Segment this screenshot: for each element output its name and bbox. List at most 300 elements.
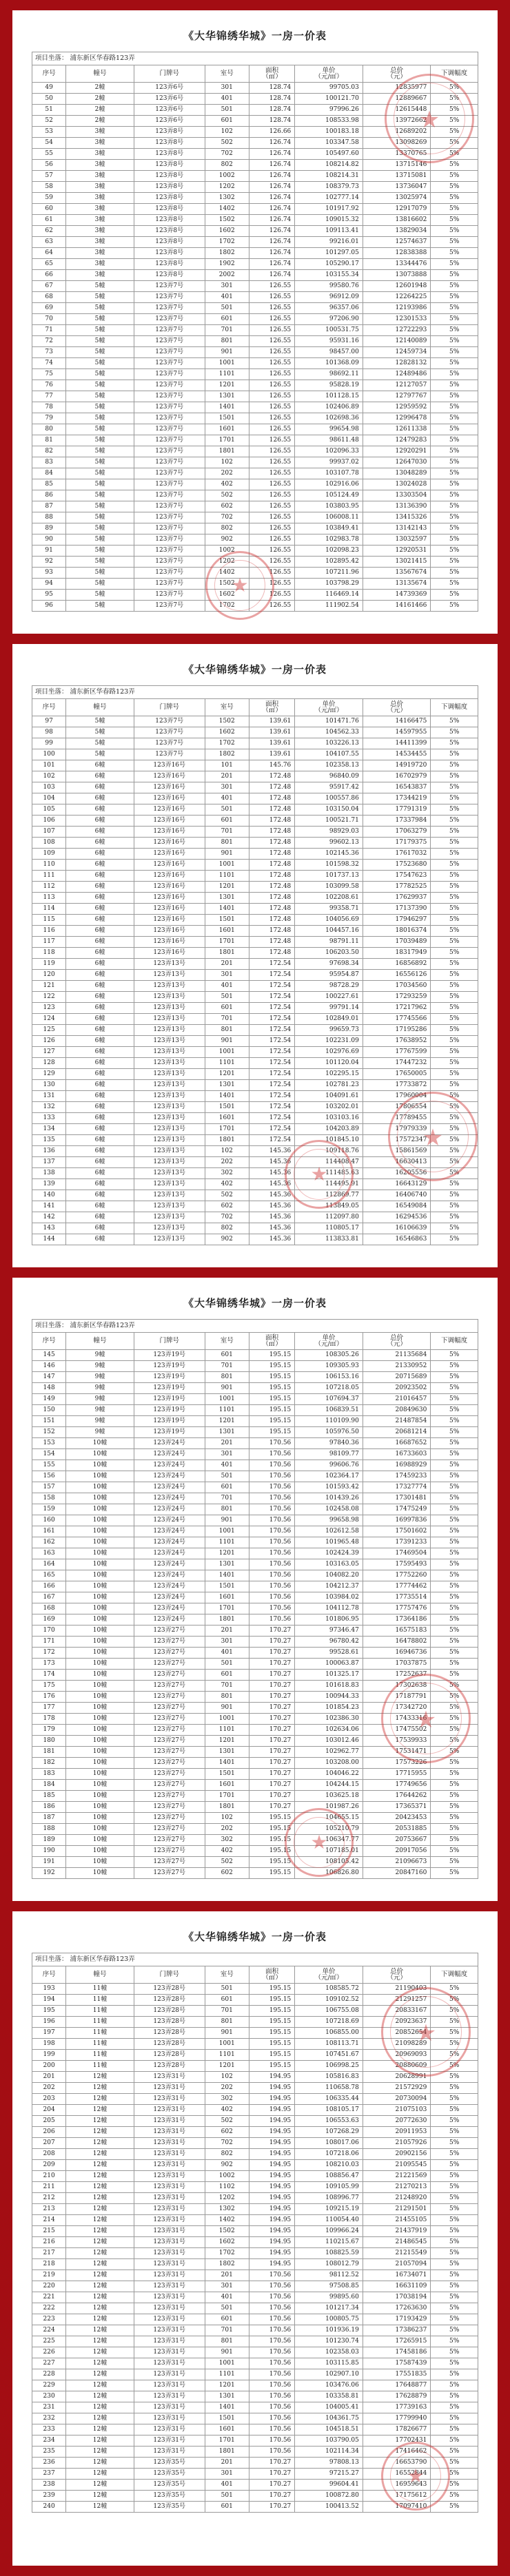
table-cell: 3幢 bbox=[66, 259, 134, 270]
table-cell: 195.15 bbox=[249, 2061, 294, 2072]
table-cell: 17531471 bbox=[363, 1747, 431, 1758]
table-cell: 88 bbox=[32, 512, 66, 523]
table-cell: 119 bbox=[32, 959, 66, 970]
table-cell: 172.48 bbox=[249, 849, 294, 860]
table-cell: 901 bbox=[205, 1036, 249, 1047]
table-cell: 126.74 bbox=[249, 149, 294, 160]
table-cell: 5% bbox=[431, 94, 478, 105]
table-cell: 1401 bbox=[205, 1570, 249, 1581]
table-cell: 5% bbox=[431, 926, 478, 937]
table-cell: 12幢 bbox=[66, 2226, 134, 2237]
table-cell: 159 bbox=[32, 1504, 66, 1515]
table-cell: 91 bbox=[32, 546, 66, 557]
table-cell: 1201 bbox=[205, 882, 249, 893]
table-cell: 101737.13 bbox=[295, 871, 363, 882]
table-cell: 123弄31号 bbox=[134, 2215, 205, 2226]
table-cell: 123弄31号 bbox=[134, 2248, 205, 2259]
table-row bbox=[32, 557, 478, 568]
table-cell: 227 bbox=[32, 2358, 66, 2369]
table-cell: 5% bbox=[431, 402, 478, 413]
table-cell: 5% bbox=[431, 1984, 478, 1995]
table-cell: 90 bbox=[32, 534, 66, 546]
table-cell: 601 bbox=[205, 1482, 249, 1493]
table-cell: 107 bbox=[32, 827, 66, 838]
table-cell: 802 bbox=[205, 160, 249, 171]
table-cell: 102406.89 bbox=[295, 402, 363, 413]
table-cell: 301 bbox=[205, 782, 249, 793]
table-cell: 302 bbox=[205, 1168, 249, 1179]
table-cell: 10幢 bbox=[66, 1659, 134, 1670]
table-cell: 108113.71 bbox=[295, 2039, 363, 2050]
table-cell: 5% bbox=[431, 1703, 478, 1714]
table-cell: 170.27 bbox=[249, 1769, 294, 1780]
table-cell: 170.56 bbox=[249, 2391, 294, 2402]
table-cell: 1701 bbox=[205, 2435, 249, 2447]
table-cell: 5% bbox=[431, 380, 478, 391]
table-cell: 21016457 bbox=[363, 1394, 431, 1405]
table-row bbox=[32, 1681, 478, 1692]
table-cell: 123弄24号 bbox=[134, 1548, 205, 1559]
table-cell: 86 bbox=[32, 490, 66, 501]
table-cell: 1301 bbox=[205, 391, 249, 402]
table-cell: 123弄24号 bbox=[134, 1559, 205, 1570]
table-row bbox=[32, 590, 478, 601]
table-row bbox=[32, 1725, 478, 1736]
table-cell: 6幢 bbox=[66, 981, 134, 992]
table-cell: 123弄7号 bbox=[134, 358, 205, 369]
table-cell: 126.55 bbox=[249, 336, 294, 347]
table-cell: 5% bbox=[431, 2039, 478, 2050]
table-cell: 123弄7号 bbox=[134, 749, 205, 760]
table-cell: 123弄7号 bbox=[134, 557, 205, 568]
table-cell: 6幢 bbox=[66, 992, 134, 1003]
table-cell: 602 bbox=[205, 1868, 249, 1879]
table-cell: 172.54 bbox=[249, 1124, 294, 1135]
table-cell: 126.55 bbox=[249, 402, 294, 413]
table-cell: 204 bbox=[32, 2105, 66, 2116]
table-cell: 96780.42 bbox=[295, 1637, 363, 1648]
table-cell: 102458.08 bbox=[295, 1504, 363, 1515]
table-cell: 6幢 bbox=[66, 959, 134, 970]
table-cell: 100121.70 bbox=[295, 94, 363, 105]
table-row bbox=[32, 959, 478, 970]
table-cell: 99602.13 bbox=[295, 838, 363, 849]
table-cell: 5% bbox=[431, 369, 478, 380]
table-cell: 21572929 bbox=[363, 2083, 431, 2094]
table-cell: 1001 bbox=[205, 1526, 249, 1537]
table-cell: 401 bbox=[205, 981, 249, 992]
table-cell: 5幢 bbox=[66, 512, 134, 523]
table-cell: 801 bbox=[205, 2336, 249, 2347]
table-cell: 131 bbox=[32, 1091, 66, 1102]
table-cell: 111485.63 bbox=[295, 1168, 363, 1179]
table-cell: 195.15 bbox=[249, 2006, 294, 2017]
table-cell: 5% bbox=[431, 1091, 478, 1102]
table-cell: 17757476 bbox=[363, 1603, 431, 1614]
table-cell: 5% bbox=[431, 579, 478, 590]
table-cell: 170.27 bbox=[249, 2469, 294, 2480]
table-cell: 123弄19号 bbox=[134, 1405, 205, 1416]
table-cell: 145.36 bbox=[249, 1212, 294, 1223]
table-row bbox=[32, 1648, 478, 1659]
table-row bbox=[32, 2347, 478, 2358]
table-cell: 55 bbox=[32, 149, 66, 160]
table-cell: 78 bbox=[32, 402, 66, 413]
table-cell: 123弄13号 bbox=[134, 1058, 205, 1069]
table-row bbox=[32, 380, 478, 391]
table-cell: 1201 bbox=[205, 1548, 249, 1559]
table-cell: 12幢 bbox=[66, 2171, 134, 2182]
table-cell: 5% bbox=[431, 2480, 478, 2491]
table-cell: 105290.17 bbox=[295, 259, 363, 270]
table-row bbox=[32, 336, 478, 347]
table-row bbox=[32, 2491, 478, 2502]
table-cell: 5% bbox=[431, 2149, 478, 2160]
table-cell: 123弄13号 bbox=[134, 981, 205, 992]
table-cell: 104562.33 bbox=[295, 727, 363, 738]
table-cell: 17799940 bbox=[363, 2413, 431, 2424]
table-cell: 180 bbox=[32, 1736, 66, 1747]
table-cell: 100872.80 bbox=[295, 2491, 363, 2502]
table-cell: 5幢 bbox=[66, 557, 134, 568]
table-cell: 1501 bbox=[205, 413, 249, 424]
table-cell: 5% bbox=[431, 2050, 478, 2061]
table-row bbox=[32, 2193, 478, 2204]
table-cell: 195.15 bbox=[249, 2050, 294, 2061]
table-cell: 107268.29 bbox=[295, 2127, 363, 2138]
table-cell: 84 bbox=[32, 468, 66, 479]
table-cell: 170.27 bbox=[249, 1637, 294, 1648]
table-cell: 208 bbox=[32, 2149, 66, 2160]
table-cell: 124 bbox=[32, 1014, 66, 1025]
table-cell: 104655.15 bbox=[295, 1813, 363, 1824]
table-row bbox=[32, 479, 478, 490]
table-cell: 97840.36 bbox=[295, 1438, 363, 1449]
table-cell: 1501 bbox=[205, 2413, 249, 2424]
table-cell: 207 bbox=[32, 2138, 66, 2149]
table-cell: 170.27 bbox=[249, 1692, 294, 1703]
table-cell: 5% bbox=[431, 2424, 478, 2435]
table-row bbox=[32, 1058, 478, 1069]
table-cell: 5% bbox=[431, 1857, 478, 1868]
table-cell: 14919720 bbox=[363, 760, 431, 771]
table-cell: 71 bbox=[32, 325, 66, 336]
table-cell: 16575183 bbox=[363, 1625, 431, 1637]
table-row bbox=[32, 838, 478, 849]
table-cell: 12幢 bbox=[66, 2270, 134, 2281]
table-cell: 13972662 bbox=[363, 116, 431, 127]
table-cell: 107185.01 bbox=[295, 1846, 363, 1857]
table-row bbox=[32, 2083, 478, 2094]
table-cell: 104005.41 bbox=[295, 2402, 363, 2413]
table-cell: 99 bbox=[32, 738, 66, 749]
table-cell: 98929.03 bbox=[295, 827, 363, 838]
table-cell: 12幢 bbox=[66, 2447, 134, 2458]
table-cell: 123弄8号 bbox=[134, 160, 205, 171]
table-cell: 123弄24号 bbox=[134, 1570, 205, 1581]
table-cell: 6幢 bbox=[66, 860, 134, 871]
table-cell: 126.55 bbox=[249, 358, 294, 369]
table-cell: 172.54 bbox=[249, 1058, 294, 1069]
table-cell: 123弄13号 bbox=[134, 1124, 205, 1135]
table-cell: 13370765 bbox=[363, 149, 431, 160]
table-cell: 105816.83 bbox=[295, 2072, 363, 2083]
table-row bbox=[32, 2336, 478, 2347]
table-cell: 702 bbox=[205, 1212, 249, 1223]
table-cell: 13303504 bbox=[363, 490, 431, 501]
table-cell: 1501 bbox=[205, 915, 249, 926]
table-cell: 139.61 bbox=[249, 738, 294, 749]
table-cell: 145.36 bbox=[249, 1146, 294, 1157]
table-cell: 103625.18 bbox=[295, 1791, 363, 1802]
table-cell: 126.74 bbox=[249, 226, 294, 237]
table-cell: 5% bbox=[431, 2336, 478, 2347]
table-cell: 5% bbox=[431, 557, 478, 568]
table-cell: 6幢 bbox=[66, 948, 134, 959]
table-cell: 108379.73 bbox=[295, 182, 363, 193]
table-row bbox=[32, 446, 478, 457]
table-cell: 20681214 bbox=[363, 1427, 431, 1438]
table-cell: 17097410 bbox=[363, 2502, 431, 2513]
table-cell: 123弄24号 bbox=[134, 1504, 205, 1515]
table-row bbox=[32, 816, 478, 827]
table-cell: 9幢 bbox=[66, 1416, 134, 1427]
table-cell: 5% bbox=[431, 1504, 478, 1515]
table-cell: 209 bbox=[32, 2160, 66, 2171]
table-cell: 13135674 bbox=[363, 579, 431, 590]
table-cell: 123弄24号 bbox=[134, 1592, 205, 1603]
table-cell: 123弄31号 bbox=[134, 2138, 205, 2149]
table-cell: 5% bbox=[431, 2502, 478, 2513]
table-row bbox=[32, 2017, 478, 2028]
table-cell: 240 bbox=[32, 2502, 66, 2513]
table-cell: 10幢 bbox=[66, 1438, 134, 1449]
table-cell: 123弄27号 bbox=[134, 1714, 205, 1725]
table-cell: 217 bbox=[32, 2248, 66, 2259]
table-cell: 225 bbox=[32, 2336, 66, 2347]
table-cell: 5% bbox=[431, 1592, 478, 1603]
table-cell: 104212.37 bbox=[295, 1581, 363, 1592]
table-cell: 6幢 bbox=[66, 1014, 134, 1025]
table-cell: 5% bbox=[431, 2028, 478, 2039]
table-cell: 106826.80 bbox=[295, 1868, 363, 1879]
table-cell: 123弄24号 bbox=[134, 1526, 205, 1537]
table-cell: 13415326 bbox=[363, 512, 431, 523]
table-cell: 123弄24号 bbox=[134, 1493, 205, 1504]
table-cell: 215 bbox=[32, 2226, 66, 2237]
table-cell: 183 bbox=[32, 1769, 66, 1780]
table-cell: 201 bbox=[205, 2270, 249, 2281]
table-cell: 5幢 bbox=[66, 281, 134, 292]
table-cell: 68 bbox=[32, 292, 66, 303]
table-cell: 5% bbox=[431, 2171, 478, 2182]
table-cell: 401 bbox=[205, 94, 249, 105]
table-cell: 17302638 bbox=[363, 1681, 431, 1692]
table-cell: 195.15 bbox=[249, 1361, 294, 1372]
table-cell: 195.15 bbox=[249, 1405, 294, 1416]
table-cell: 10幢 bbox=[66, 1681, 134, 1692]
table-cell: 6幢 bbox=[66, 827, 134, 838]
table-cell: 5% bbox=[431, 2193, 478, 2204]
table-cell: 6幢 bbox=[66, 771, 134, 782]
table-cell: 12幢 bbox=[66, 2435, 134, 2447]
table-cell: 12幢 bbox=[66, 2480, 134, 2491]
table-cell: 123弄24号 bbox=[134, 1449, 205, 1460]
table-cell: 123弄31号 bbox=[134, 2380, 205, 2391]
table-cell: 103226.13 bbox=[295, 738, 363, 749]
table-cell: 109102.52 bbox=[295, 1995, 363, 2006]
table-cell: 123弄6号 bbox=[134, 94, 205, 105]
table-cell: 126.74 bbox=[249, 138, 294, 149]
table-cell: 104518.51 bbox=[295, 2424, 363, 2435]
table-cell: 1301 bbox=[205, 2391, 249, 2402]
table-cell: 123弄7号 bbox=[134, 568, 205, 579]
table-cell: 201 bbox=[205, 1625, 249, 1637]
table-cell: 13567674 bbox=[363, 568, 431, 579]
table-cell: 5% bbox=[431, 1405, 478, 1416]
table-cell: 123弄7号 bbox=[134, 347, 205, 358]
table-cell: 16643129 bbox=[363, 1179, 431, 1190]
table-cell: 1101 bbox=[205, 2369, 249, 2380]
table-cell: 13829034 bbox=[363, 226, 431, 237]
table-cell: 5% bbox=[431, 1659, 478, 1670]
table-cell: 20852654 bbox=[363, 2028, 431, 2039]
table-cell: 145.76 bbox=[249, 760, 294, 771]
table-cell: 12幢 bbox=[66, 2105, 134, 2116]
table-cell: 6幢 bbox=[66, 1058, 134, 1069]
table-cell: 106335.44 bbox=[295, 2094, 363, 2105]
table-cell: 5% bbox=[431, 1537, 478, 1548]
table-cell: 5% bbox=[431, 827, 478, 838]
table-cell: 21221569 bbox=[363, 2171, 431, 2182]
table-cell: 170.56 bbox=[249, 2292, 294, 2303]
table-row bbox=[32, 1394, 478, 1405]
table-cell: 1301 bbox=[205, 1427, 249, 1438]
table-row bbox=[32, 1438, 478, 1449]
table-cell: 101845.10 bbox=[295, 1135, 363, 1146]
table-cell: 5% bbox=[431, 1471, 478, 1482]
table-cell: 123弄8号 bbox=[134, 182, 205, 193]
table-row bbox=[32, 1548, 478, 1559]
table-cell: 93 bbox=[32, 568, 66, 579]
table-cell: 210 bbox=[32, 2171, 66, 2182]
table-cell: 97346.47 bbox=[295, 1625, 363, 1637]
table-cell: 172.48 bbox=[249, 793, 294, 804]
table-cell: 5幢 bbox=[66, 303, 134, 314]
table-cell: 98112.52 bbox=[295, 2270, 363, 2281]
table-cell: 21486545 bbox=[363, 2237, 431, 2248]
table-cell: 5幢 bbox=[66, 369, 134, 380]
table-cell: 172.54 bbox=[249, 1135, 294, 1146]
table-cell: 106998.25 bbox=[295, 2061, 363, 2072]
table-cell: 21455105 bbox=[363, 2215, 431, 2226]
table-cell: 3幢 bbox=[66, 215, 134, 226]
table-cell: 126.55 bbox=[249, 314, 294, 325]
table-cell: 195.15 bbox=[249, 1394, 294, 1405]
table-cell: 6幢 bbox=[66, 871, 134, 882]
table-cell: 1201 bbox=[205, 380, 249, 391]
table-cell: 5% bbox=[431, 1637, 478, 1648]
table-cell: 170.56 bbox=[249, 2402, 294, 2413]
table-row bbox=[32, 259, 478, 270]
table-cell: 10幢 bbox=[66, 1758, 134, 1769]
table-cell: 139.61 bbox=[249, 749, 294, 760]
table-cell: 163 bbox=[32, 1548, 66, 1559]
table-cell: 81 bbox=[32, 435, 66, 446]
table-cell: 5幢 bbox=[66, 424, 134, 435]
table-cell: 195.15 bbox=[249, 1416, 294, 1427]
table-cell: 112097.80 bbox=[295, 1212, 363, 1223]
table-cell: 17572347 bbox=[363, 1135, 431, 1146]
table-cell: 110109.90 bbox=[295, 1416, 363, 1427]
table-cell: 195.15 bbox=[249, 1868, 294, 1879]
table-cell: 195.15 bbox=[249, 1350, 294, 1361]
table-cell: 123弄16号 bbox=[134, 771, 205, 782]
table-cell: 1601 bbox=[205, 1592, 249, 1603]
table-cell: 114495.91 bbox=[295, 1179, 363, 1190]
table-cell: 139.61 bbox=[249, 716, 294, 727]
table-cell: 902 bbox=[205, 534, 249, 546]
table-cell: 16631109 bbox=[363, 2281, 431, 2292]
table-cell: 100944.33 bbox=[295, 1692, 363, 1703]
table-cell: 111 bbox=[32, 871, 66, 882]
table-header-row bbox=[32, 1966, 478, 1984]
table-cell: 97698.34 bbox=[295, 959, 363, 970]
table-cell: 195.15 bbox=[249, 2017, 294, 2028]
table-cell: 5% bbox=[431, 1190, 478, 1201]
table-cell: 5% bbox=[431, 1168, 478, 1179]
table-row bbox=[32, 546, 478, 557]
table-cell: 5% bbox=[431, 1146, 478, 1157]
table-cell: 20923502 bbox=[363, 1383, 431, 1394]
table-cell: 501 bbox=[205, 105, 249, 116]
table-cell: 5% bbox=[431, 1515, 478, 1526]
table-cell: 61 bbox=[32, 215, 66, 226]
table-cell: 195.15 bbox=[249, 1427, 294, 1438]
table-cell: 101936.19 bbox=[295, 2325, 363, 2336]
table-cell: 13715081 bbox=[363, 171, 431, 182]
table-cell: 702 bbox=[205, 149, 249, 160]
table-cell: 123弄24号 bbox=[134, 1460, 205, 1471]
table-cell: 128.74 bbox=[249, 105, 294, 116]
table-cell: 5幢 bbox=[66, 601, 134, 612]
table-row bbox=[32, 270, 478, 281]
table-cell: 1401 bbox=[205, 1758, 249, 1769]
table-cell: 1001 bbox=[205, 860, 249, 871]
table-cell: 101 bbox=[32, 760, 66, 771]
table-cell: 123弄7号 bbox=[134, 523, 205, 534]
table-cell: 10幢 bbox=[66, 1471, 134, 1482]
table-cell: 5% bbox=[431, 204, 478, 215]
table-cell: 16653790 bbox=[363, 2458, 431, 2469]
table-row bbox=[32, 1857, 478, 1868]
table-cell: 148 bbox=[32, 1383, 66, 1394]
table-cell: 5% bbox=[431, 749, 478, 760]
table-cell: 106839.51 bbox=[295, 1405, 363, 1416]
table-cell: 1902 bbox=[205, 259, 249, 270]
table-cell: 6幢 bbox=[66, 804, 134, 816]
table-row bbox=[32, 1637, 478, 1648]
table-cell: 13142143 bbox=[363, 523, 431, 534]
table-cell: 49 bbox=[32, 83, 66, 94]
table-cell: 123弄13号 bbox=[134, 1047, 205, 1058]
table-cell: 11幢 bbox=[66, 2017, 134, 2028]
column-header: 序号 bbox=[32, 1333, 66, 1350]
table-cell: 123弄27号 bbox=[134, 1857, 205, 1868]
table-cell: 5% bbox=[431, 1201, 478, 1212]
table-cell: 100805.75 bbox=[295, 2314, 363, 2325]
table-cell: 172.54 bbox=[249, 1047, 294, 1058]
